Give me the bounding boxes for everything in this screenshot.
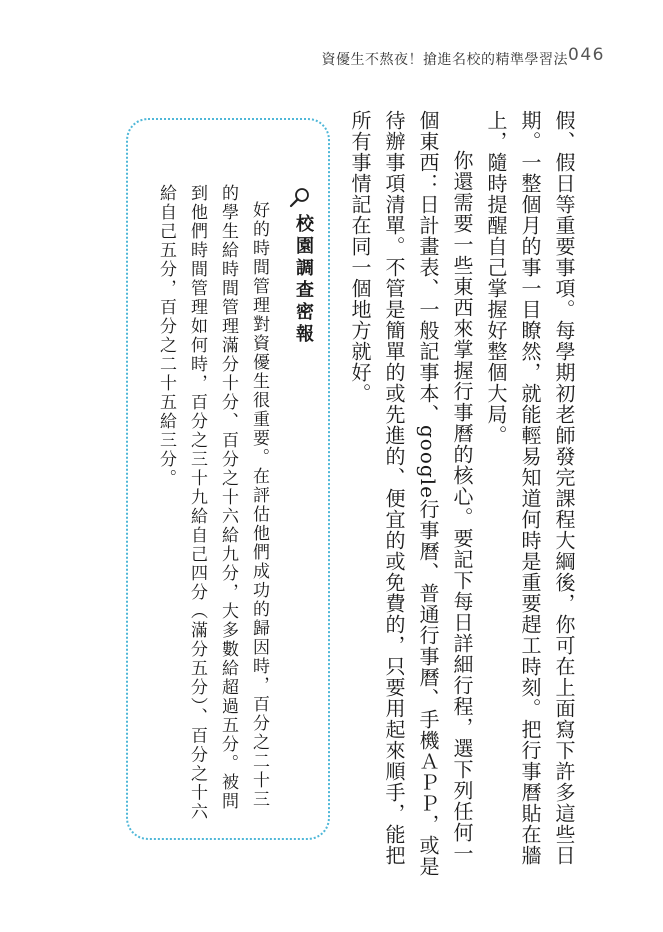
- paragraph: 你還需要一些東西來掌握行事曆的核心。要記下每日詳細行程，選下列任何一個東西：日計畫表、一般記事本、google行事曆、普通行事曆、手機ＡＰＰ，或是待辦事項清單。不管是簡單的或先進的、便宜的或免費的，只要用起來順手，能把所有事情記在同一個地方就好。: [348, 110, 474, 877]
- box-paragraph: 好的時間管理對資優生很重要。在評估他們成功的歸因時，百分之二十三的學生給時間管理滿分十分、百分之十六給九分，大多數給超過五分。被問到他們時間管理如何時，百分之三十九給自己四分（滿分五分）、百分之十六給自己五分，百分之二十五給三分。: [156, 184, 269, 822]
- main-text: [343, 110, 581, 880]
- running-head: 資優生不熬夜！搶進名校的精準學習法: [321, 52, 568, 68]
- magnifier-icon: [288, 186, 312, 210]
- page-number: 046: [568, 45, 605, 65]
- paragraph-continued: 假、假日等重要事項。每學期初老師發完課程大綱後，你可在上面寫下許多這些日期。一整個月的事一目瞭然，就能輕易知道何時是重要趕工時刻。把行事曆貼在牆上，隨時提醒自己掌握好整個大局。: [484, 110, 576, 866]
- box-body: [150, 184, 274, 824]
- box-title: 校園調查密報: [293, 214, 314, 346]
